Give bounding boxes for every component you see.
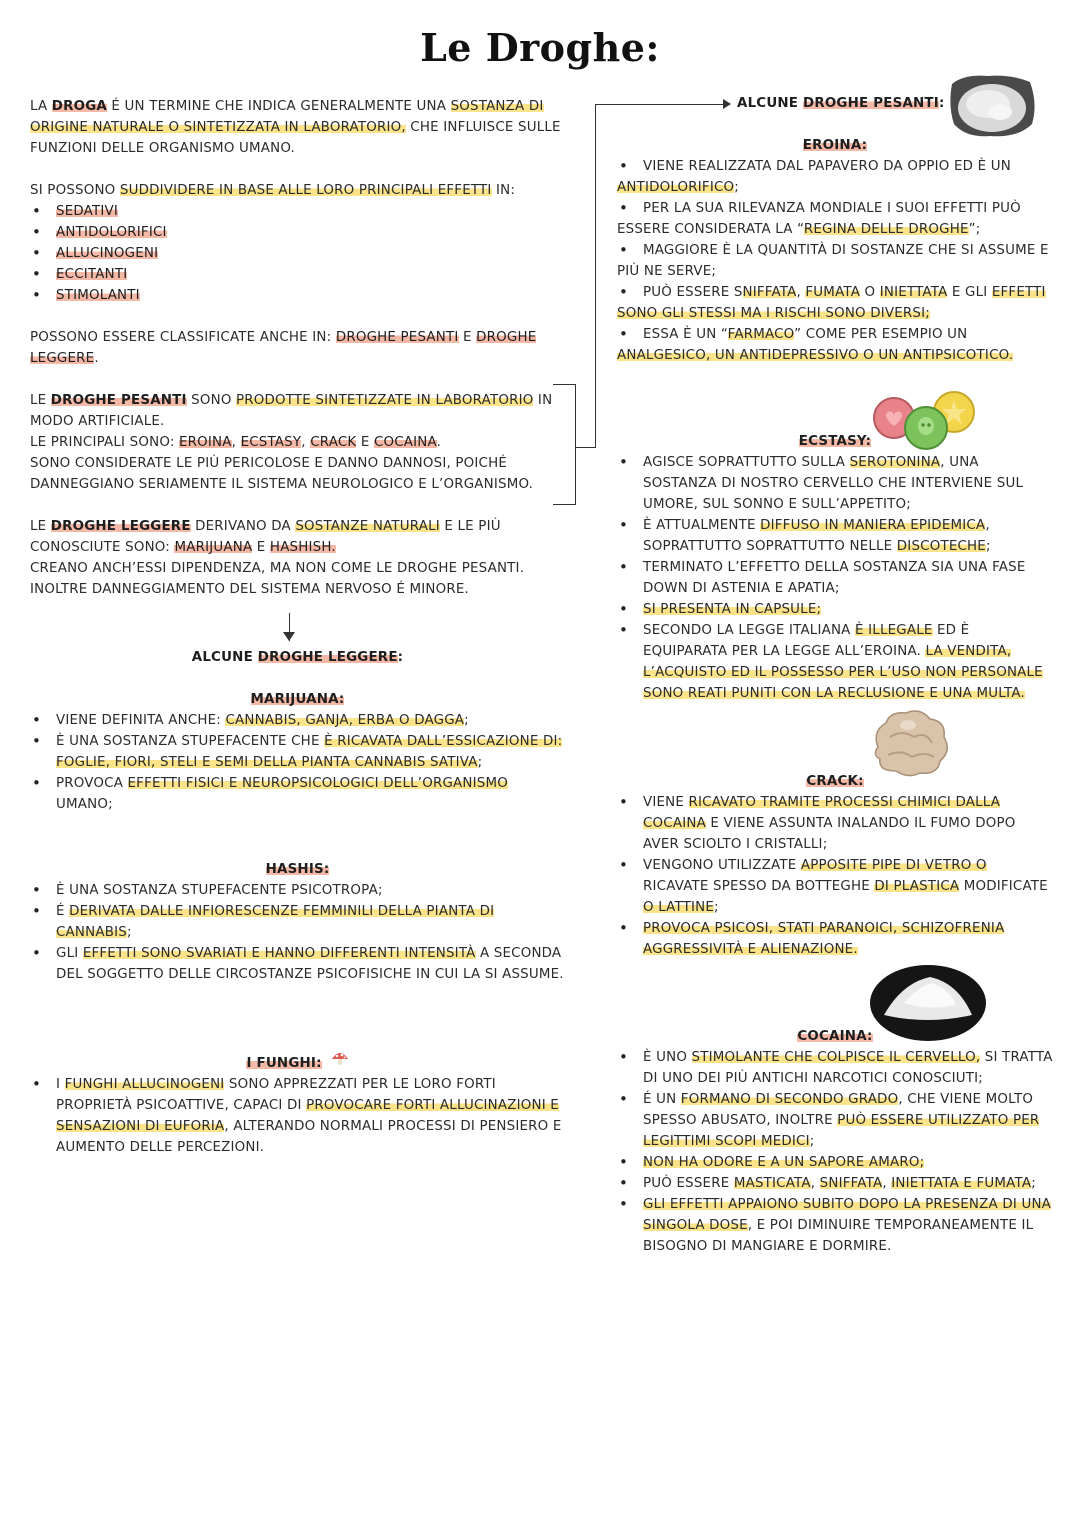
intro-classification: SI POSSONO SUDDIVIDERE IN BASE ALLE LORO PRINCIPALI EFFETTI IN:	[30, 183, 516, 198]
list-item: • ECCITANTI	[30, 264, 565, 285]
hashis-list	[30, 880, 565, 985]
list-item: • È UNA SOSTANZA STUPEFACENTE PSICOTROPA;	[30, 880, 565, 901]
list-item: • È UNO STIMOLANTE CHE COLPISCE IL CERVELLO, SI TRATTA DI UNO DEI PIÙ ANTICHI NARCOTICI CONOSCIUTI;	[617, 1047, 1053, 1089]
list-item: • SI PRESENTA IN CAPSULE;	[617, 599, 1053, 620]
list-item: • VENGONO UTILIZZATE APPOSITE PIPE DI VETRO O RICAVATE SPESSO DA BOTTEGHE DI PLASTICA MODIFICATE O LATTINE;	[617, 855, 1053, 918]
funghi-title: I FUNGHI:	[30, 1051, 565, 1074]
list-item: • É DERIVATA DALLE INFIORESCENZE FEMMINILI DELLA PIANTA DI CANNABIS;	[30, 901, 565, 943]
crack-title: CRACK:	[806, 774, 864, 789]
hashis-section	[30, 859, 565, 985]
page-title: Le Droghe:	[420, 25, 660, 70]
marijuana-list	[30, 710, 565, 815]
bracket-bottom	[553, 504, 576, 505]
light-drugs-paragraph: LE DROGHE LEGGERE DERIVANO DA SOSTANZE NATURALI E LE PIÙ CONOSCIUTE SONO: MARIJUANA E HASHISH. CREANO ANCH’ESSI DIPENDENZA, MA NON COME LE DROGHE PESANTI. INOLTRE DANNEGGIAMENTO DEL SISTEMA NERVOSO É MINORE.	[30, 519, 525, 597]
list-item: • SECONDO LA LEGGE ITALIANA È ILLEGALE ED È EQUIPARATA PER LA LEGGE ALL’EROINA. LA VENDITA, L’ACQUISTO ED IL POSSESSO PER L’USO NON PERSONALE SONO REATI PUNITI CON LA RECLUSIONE E UNA MULTA.	[617, 620, 1053, 704]
list-item: • AGISCE SOPRATTUTTO SULLA SEROTONINA, UNA SOSTANZA DI NOSTRO CERVELLO CHE INTERVIENE SUL UMORE, SUL SONNO E SULL’APPETITO;	[617, 452, 1053, 515]
ecstasy-list	[617, 452, 1053, 704]
hashis-title: HASHIS:	[265, 862, 330, 877]
eroina-title: EROINA:	[802, 138, 868, 153]
cocaina-section	[617, 1026, 1053, 1257]
funghi-section	[30, 1051, 565, 1158]
intro-types: POSSONO ESSERE CLASSIFICATE ANCHE IN: DROGHE PESANTI E DROGHE LEGGERE.	[30, 330, 537, 366]
list-item: • PROVOCA EFFETTI FISICI E NEUROPSICOLOGICI DELL’ORGANISMO UMANO;	[30, 773, 565, 815]
list-item: • PER LA SUA RILEVANZA MONDIALE I SUOI EFFETTI PUÒ ESSERE CONSIDERATA LA “REGINA DELLE DROGHE”;	[617, 198, 1053, 240]
mushroom-icon	[331, 1051, 349, 1074]
heavy-drugs-heading: ALCUNE DROGHE PESANTI:	[737, 96, 945, 111]
list-item: • GLI EFFETTI SONO SVARIATI E HANNO DIFFERENTI INTENSITÀ A SECONDA DEL SOGGETTO DELLE CIRCOSTANZE PSICOFISICHE IN CUI LA SI ASSUME.	[30, 943, 565, 985]
list-item: • STIMOLANTI	[30, 285, 565, 306]
left-column	[30, 96, 565, 600]
connector-vertical	[595, 104, 596, 448]
list-item: • GLI EFFETTI APPAIONO SUBITO DOPO LA PRESENZA DI UNA SINGOLA DOSE, E POI DIMINUIRE TEMPORANEAMENTE IL BISOGNO DI MANGIARE E DORMIRE.	[617, 1194, 1053, 1257]
list-item: • MAGGIORE È LA QUANTITÀ DI SOSTANZE CHE SI ASSUME E PIÙ NE SERVE;	[617, 240, 1053, 282]
bracket-top	[553, 384, 575, 385]
funghi-list	[30, 1074, 565, 1158]
list-item: • VIENE REALIZZATA DAL PAPAVERO DA OPPIO ED È UN ANTIDOLORIFICO;	[617, 156, 1053, 198]
list-item: • NON HA ODORE E A UN SAPORE AMARO;	[617, 1152, 1053, 1173]
effects-list	[30, 201, 565, 306]
eroina-section	[617, 135, 1053, 366]
list-item: • VIENE RICAVATO TRAMITE PROCESSI CHIMICI DALLA COCAINA E VIENE ASSUNTA INALANDO IL FUMO DOPO AVER SCIOLTO I CRISTALLI;	[617, 792, 1053, 855]
ecstasy-title: ECSTASY:	[798, 434, 872, 449]
list-item: • SEDATIVI	[30, 201, 565, 222]
list-item: • ALLUCINOGENI	[30, 243, 565, 264]
intro-definition: LA DROGA É UN TERMINE CHE INDICA GENERALMENTE UNA SOSTANZA DI ORIGINE NATURALE O SINTETIZZATA IN LABORATORIO, CHE INFLUISCE SULLE FUNZIONI DELLE ORGANISMO UMANO.	[30, 99, 561, 156]
list-item: • VIENE DEFINITA ANCHE: CANNABIS, GANJA, ERBA O DAGGA;	[30, 710, 565, 731]
list-item: • È ATTUALMENTE DIFFUSO IN MANIERA EPIDEMICA, SOPRATTUTTO SOPRATTUTTO NELLE DISCOTECHE;	[617, 515, 1053, 557]
light-drugs-heading: ALCUNE DROGHE LEGGERE:	[191, 650, 404, 665]
list-item: • PROVOCA PSICOSI, STATI PARANOICI, SCHIZOFRENIA AGGRESSIVITÀ E ALIENAZIONE.	[617, 918, 1053, 960]
arrow-down-icon	[283, 632, 295, 641]
list-item: • ANTIDOLORIFICI	[30, 222, 565, 243]
cocaina-title: COCAINA:	[797, 1029, 873, 1044]
list-item: • I FUNGHI ALLUCINOGENI SONO APPREZZATI PER LE LORO FORTI PROPRIETÀ PSICOATTIVE, CAPACI DI PROVOCARE FORTI ALLUCINAZIONI E SENSAZIONI DI EUFORIA, ALTERANDO NORMALI PROCESSI DI PENSIERO E AUMENTO DELLE PERCEZIONI.	[30, 1074, 565, 1158]
connector-top	[595, 104, 725, 105]
light-drugs-section	[30, 647, 565, 815]
list-item: • PUÒ ESSERE SNIFFATA, FUMATA O INIETTATA E GLI EFFETTI SONO GLI STESSI MA I RISCHI SONO DIVERSI;	[617, 282, 1053, 324]
crack-section	[617, 771, 1053, 960]
list-item: • É UN FORMANO DI SECONDO GRADO, CHE VIENE MOLTO SPESSO ABUSATO, INOLTRE PUÒ ESSERE UTILIZZATO PER LEGITTIMI SCOPI MEDICI;	[617, 1089, 1053, 1152]
list-item: • ESSA È UN “FARMACO” COME PER ESEMPIO UN ANALGESICO, UN ANTIDEPRESSIVO O UN ANTIPSICOTICO.	[617, 324, 1053, 366]
crack-list	[617, 792, 1053, 960]
cocaina-list	[617, 1047, 1053, 1257]
list-item: • TERMINATO L’EFFETTO DELLA SOSTANZA SIA UNA FASE DOWN DI ASTENIA E APATIA;	[617, 557, 1053, 599]
arrow-right-icon	[723, 99, 731, 109]
list-item: • È UNA SOSTANZA STUPEFACENTE CHE È RICAVATA DALL’ESSICAZIONE DI: FOGLIE, FIORI, STELI E SEMI DELLA PIANTA CANNABIS SATIVA;	[30, 731, 565, 773]
ecstasy-section	[617, 431, 1053, 704]
eroina-list	[617, 156, 1053, 366]
bracket-side	[575, 384, 576, 505]
heavy-drugs-paragraph: LE DROGHE PESANTI SONO PRODOTTE SINTETIZZATE IN LABORATORIO IN MODO ARTIFICIALE. LE PRINCIPALI SONO: EROINA, ECSTASY, CRACK E COCAINA. SONO CONSIDERATE LE PIÙ PERICOLOSE E DANNO DANNOSI, POICHÉ DANNEGGIANO SERIAMENTE IL SISTEMA NEUROLOGICO E L’ORGANISMO.	[30, 393, 553, 492]
connector-mid	[575, 447, 595, 448]
list-item: • PUÒ ESSERE MASTICATA, SNIFFATA, INIETTATA E FUMATA;	[617, 1173, 1053, 1194]
marijuana-title: MARIJUANA:	[250, 692, 345, 707]
